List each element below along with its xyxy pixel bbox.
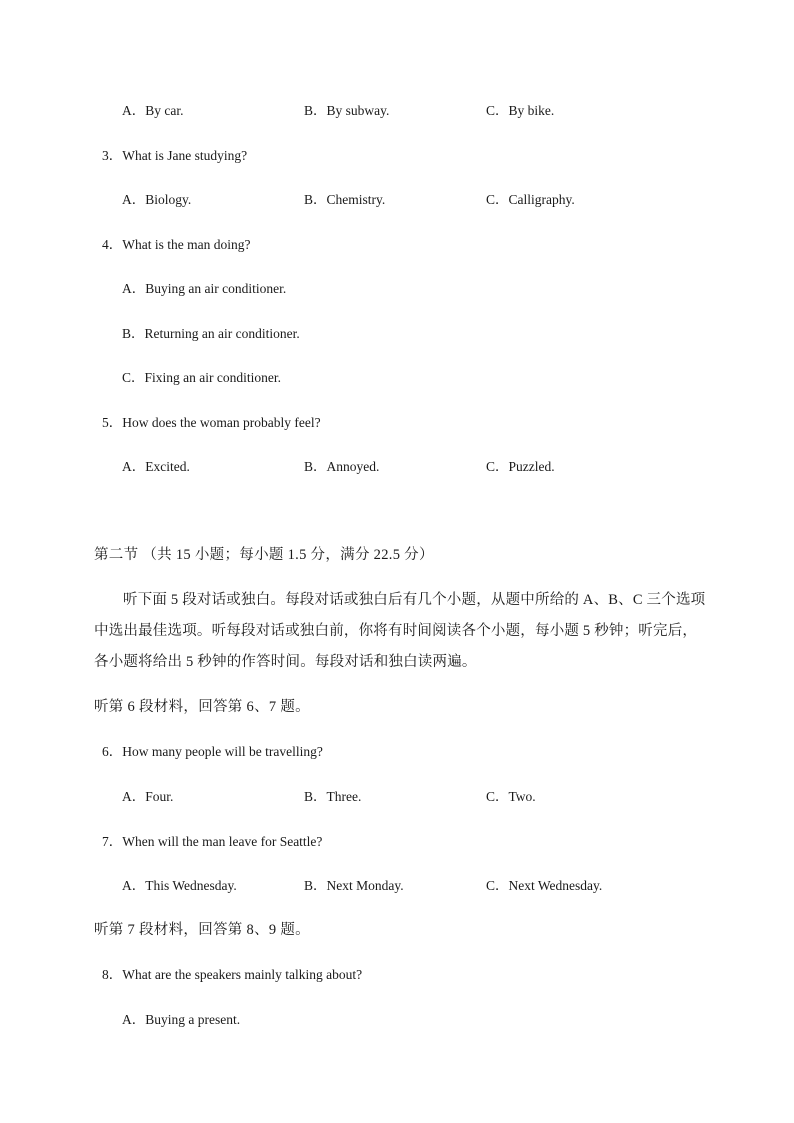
q6-option-c: C．Two. — [486, 789, 536, 804]
q8-option-a: A．Buying a present. — [122, 1012, 241, 1027]
q3-option-c: C．Calligraphy. — [486, 192, 575, 207]
q5-question: 5．How does the woman probably feel? — [102, 415, 321, 430]
q7-option-c: C．Next Wednesday. — [486, 878, 603, 893]
q7-option-b: B．Next Monday. — [304, 878, 404, 893]
q6-question: 6．How many people will be travelling? — [102, 744, 323, 759]
q7-option-a: A．This Wednesday. — [122, 878, 237, 893]
q3-question: 3．What is Jane studying? — [102, 148, 248, 163]
q5-option-a: A．Excited. — [122, 459, 190, 474]
q2-option-c: C．By bike. — [486, 103, 555, 118]
material-6-heading: 听第 6 段材料，回答第 6、7 题。 — [94, 699, 310, 715]
section-instructions — [94, 585, 706, 678]
q3-option-a: A．Biology. — [122, 192, 192, 207]
q6-option-a: A．Four. — [122, 789, 174, 804]
q4-option-c: C．Fixing an air conditioner. — [122, 370, 281, 385]
section-heading: 第二节 （共 15 小题；每小题 1.5 分，满分 22.5 分） — [94, 547, 434, 563]
q5-option-b: B．Annoyed. — [304, 459, 380, 474]
material-7-heading: 听第 7 段材料，回答第 8、9 题。 — [94, 922, 310, 938]
q6-option-b: B．Three. — [304, 789, 362, 804]
q5-option-c: C．Puzzled. — [486, 459, 555, 474]
q4-option-a: A．Buying an air conditioner. — [122, 281, 287, 296]
instructions-text: 听下面 5 段对话或独白。每段对话或独白后有几个小题，从题中所给的 A、B、C 三个选项中选出最佳选项。听每段对话或独白前，你将有时间阅读各个小题，每小题 5 秒钟；听完后，各小题将给出 5 秒钟的作答时间。每段对话和独白读两遍。 — [94, 592, 706, 670]
q8-question: 8．What are the speakers mainly talking about? — [102, 967, 363, 982]
q4-option-b: B．Returning an air conditioner. — [122, 326, 300, 341]
q2-option-a: A．By car. — [122, 103, 184, 118]
q4-question: 4．What is the man doing? — [102, 237, 251, 252]
q7-question: 7．When will the man leave for Seattle? — [102, 834, 323, 849]
q3-option-b: B．Chemistry. — [304, 192, 386, 207]
q2-option-b: B．By subway. — [304, 103, 390, 118]
